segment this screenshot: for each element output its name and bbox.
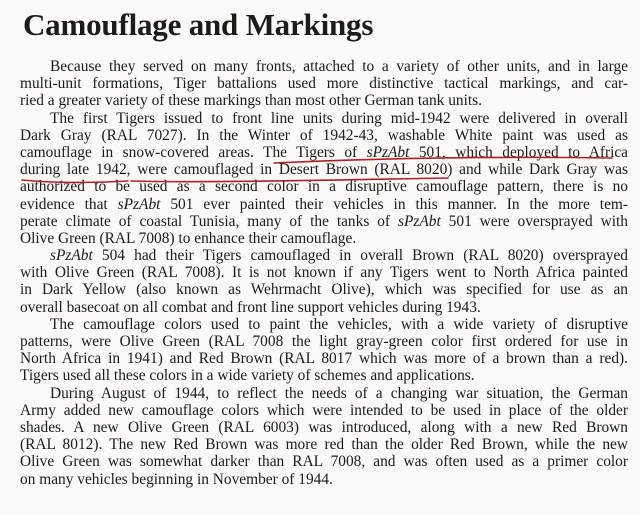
text-run: perate climate of coastal Tunisia, many of the tanks of (20, 212, 398, 230)
text-line (20, 316, 628, 333)
text-line (20, 161, 628, 178)
text-line (20, 333, 628, 350)
text-line (20, 58, 628, 75)
text-line (20, 178, 628, 195)
text-run: overall basecoat on all combat and front line support vehicles during 1943. (20, 298, 481, 316)
text-run: Tigers used all these colors in a wide variety of schemes and applications. (20, 367, 475, 385)
text-run: 501, which deployed to Africa (409, 143, 629, 161)
text-line (20, 127, 628, 144)
text-run: patterns, were Olive Green (RAL 7008 the light gray-green color first ordered for use in (20, 333, 628, 350)
text-run: multi-unit formations, Tiger battalions used more distinctive tactical markings, and car- (20, 75, 628, 93)
text-run: during late 1942, were camouflaged in Desert Brown (RAL 8020) and while Dark Gray was (20, 161, 628, 179)
text-run: camouflage in snow-covered areas. The Tigers of (20, 143, 367, 161)
text-run: North Africa in 1941) and Red Brown (RAL 8017 which was more of a brown than a red). (20, 350, 628, 368)
text-run: The first Tigers issued to front line units during mid-1942 were delivered in overall (50, 109, 628, 127)
text-line (20, 281, 628, 298)
text-line (20, 110, 628, 127)
text-line (20, 453, 628, 470)
text-run: Olive Green was somewhat darker than RAL 7008, and was often used as a primer color (20, 453, 628, 471)
text-line (20, 299, 628, 316)
text-run: Because they served on many fronts, attached to a variety of other units, and in large (50, 58, 628, 75)
text-line (20, 402, 628, 419)
text-line (20, 196, 628, 213)
page-title: Camouflage and Markings (23, 7, 374, 42)
text-run: evidence that (20, 195, 118, 213)
text-run: 501 were oversprayed with (440, 212, 628, 230)
text-run: in Dark Yellow (also known as Wehrmacht Olive), which was specified for use as an (20, 281, 628, 299)
italic-unit-name: sPzAbt (397, 212, 441, 230)
text-run: with Olive Green (RAL 7008). It is not known if any Tigers went to North Africa painted (20, 264, 628, 282)
italic-unit-name: sPzAbt (50, 247, 93, 265)
text-line (20, 92, 628, 109)
text-run: 501 ever painted their vehicles in this manner. In the more tem- (160, 195, 628, 213)
body-text (20, 58, 628, 488)
text-run: authorized to be used as a second color in a disruptive camouflage pattern, there is no (20, 178, 628, 196)
text-line (20, 230, 628, 247)
text-line (20, 367, 628, 384)
text-line (20, 419, 628, 436)
italic-unit-name: sPzAbt (366, 143, 410, 161)
italic-unit-name: sPzAbt (117, 195, 161, 213)
text-line (20, 144, 628, 161)
text-line (20, 213, 628, 230)
text-run: (RAL 8012). The new Red Brown was more red than the older Red Brown, while the new (20, 436, 628, 454)
text-run: 504 had their Tigers camouflaged in overall Brown (RAL 8020) oversprayed (92, 247, 628, 265)
text-line (20, 247, 628, 264)
text-line (20, 436, 628, 453)
text-run: on many vehicles beginning in November of 1944. (20, 470, 333, 488)
text-run: Dark Gray (RAL 7027). In the Winter of 1942-43, washable White paint was used as (20, 126, 628, 144)
text-line (20, 471, 628, 488)
text-line (20, 385, 628, 402)
text-run: shades. A new Olive Green (RAL 6003) was introduced, along with a new Red Brown (20, 418, 628, 436)
text-line (20, 264, 628, 281)
text-run: Army added new camouflage colors which were intended to be used in place of the older (20, 401, 628, 419)
text-run: During August of 1944, to reflect the needs of a changing war situation, the German (50, 384, 628, 402)
text-run: Olive Green (RAL 7008) to enhance their camouflage. (20, 229, 357, 247)
text-line (20, 75, 628, 92)
text-run: ried a greater variety of these markings than most other German tank units. (20, 92, 482, 110)
text-line (20, 350, 628, 367)
text-run: The camouflage colors used to paint the vehicles, with a wide variety of disruptive (50, 315, 628, 333)
